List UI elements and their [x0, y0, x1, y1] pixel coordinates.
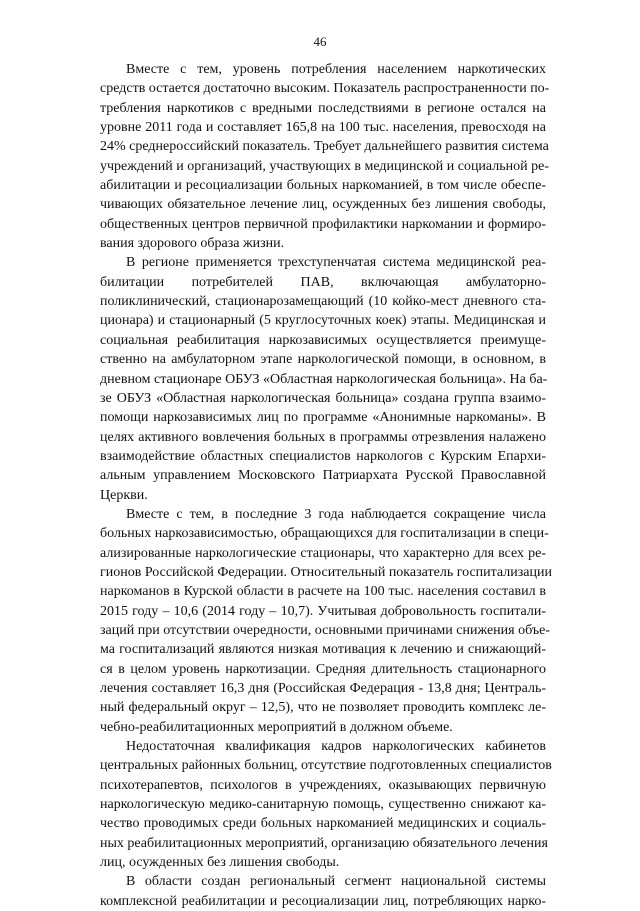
paragraph-3 — [100, 505, 552, 737]
text-line: ма госпитализаций являются низкая мотивация к лечению и снижающий- — [100, 642, 546, 658]
text-line: билитации потребителей ПАВ, включающая амбулаторно- — [100, 274, 546, 290]
text-line: комплексной реабилитации и ресоциализации лиц, потребляющих нарко- — [100, 893, 546, 909]
text-line: средств остается достаточно высоким. Показатель распространенности по- — [100, 81, 550, 97]
text-line: чество проводимых среди больных наркоманией медицинских и социаль- — [100, 816, 546, 832]
text-line: альным управлением Московского Патриархата Русской Православной — [100, 468, 546, 484]
text-line: 24% среднероссийский показатель. Требует дальнейшего развития система — [100, 139, 549, 155]
text-line: требления наркотиков с вредными последствиями в регионе остался на — [100, 100, 546, 116]
text-line: ных реабилитационных мероприятий, организацию обязательного лечения — [100, 835, 548, 851]
paragraph-5 — [100, 872, 546, 911]
text-line: помощи наркозависимых лиц по программе «Анонимные наркоманы». В — [100, 410, 546, 426]
text-line: абилитации и ресоциализации больных наркоманией, в том числе обеспе- — [100, 178, 546, 194]
text-line: зе ОБУЗ «Областная наркологическая больница» создана группа взаимо- — [100, 390, 546, 406]
text-line: центральных районных больниц, отсутствие подготовленных специалистов — [100, 758, 552, 774]
text-line: лечения составляет 16,3 дня (Российская Федерация - 13,8 дня; Централь- — [100, 681, 546, 696]
text-line: заций при отсутствии очередности, основными причинами снижения объе- — [100, 622, 550, 638]
text-line: чебно-реабилитационных мероприятий в должном объеме. — [100, 719, 453, 735]
text-line: дневном стационаре ОБУЗ «Областная наркологическая больница». На ба- — [100, 371, 548, 387]
text-line: наркоманов в Курской области в расчете на 100 тыс. населения составил в — [100, 584, 546, 600]
text-line: лиц, осужденных без лишения свободы. — [100, 855, 340, 871]
paragraph-4 — [100, 737, 552, 872]
text-line: Вместе с тем, в последние 3 года наблюдается сокращение числа — [126, 506, 546, 522]
text-line: 2015 году – 10,6 (2014 году – 10,7). Учитывая добровольность госпитали- — [100, 603, 546, 619]
text-line: чивающих обязательное лечение лиц, осужденных без лишения свободы, — [100, 197, 546, 213]
text-line: вания здорового образа жизни. — [100, 236, 285, 252]
text-line: Недостаточная квалификация кадров наркологических кабинетов — [126, 739, 546, 755]
text-line: Церкви. — [100, 487, 148, 503]
text-line: уровне 2011 года и составляет 165,8 на 100 тыс. населения, превосходя на — [100, 120, 546, 136]
text-line: ный федеральный округ – 12,5), что не позволяет проводить комплекс ле- — [100, 700, 546, 716]
page-number: 46 — [313, 34, 327, 49]
text-line: взаимодействие областных специалистов наркологов с Курским Епархи- — [100, 448, 546, 464]
text-line: психотерапевтов, психологов в учреждениях, оказывающих первичную — [100, 777, 546, 793]
document-body — [100, 60, 552, 911]
paragraph-2 — [100, 253, 546, 504]
text-line: наркологическую медико-санитарную помощь, существенно снижают ка- — [100, 797, 546, 813]
text-line: учреждений и организаций, участвующих в медицинской и социальной ре- — [100, 158, 549, 174]
text-line: ционара) и стационарный (5 круглосуточных коек) этапы. Медицинская и — [100, 313, 546, 329]
text-line: В регионе применяется трехступенчатая система медицинской реа- — [126, 255, 546, 271]
text-line: социальная реабилитация наркозависимых осуществляется преимуще- — [100, 332, 546, 348]
text-line: В области создан региональный сегмент национальной системы — [126, 874, 546, 890]
paragraph-1 — [100, 60, 550, 253]
text-line: Вместе с тем, уровень потребления населением наркотических — [126, 62, 546, 77]
text-line: ся в целом уровень наркотизации. Средняя длительность стационарного — [100, 661, 546, 677]
text-line: больных наркозависимостью, обращающихся для госпитализации в специ- — [100, 526, 549, 542]
text-line: целях активного вовлечения больных в программы отрезвления налажено — [100, 429, 546, 445]
text-line: поликлинический, стационарозамещающий (10 койко-мест дневного ста- — [100, 294, 546, 310]
text-line: ственно на амбулаторном этапе наркологической помощи, в основном, в — [100, 352, 546, 368]
text-line: общественных центров первичной профилактики наркомании и формиро- — [100, 216, 546, 232]
text-line: ализированные наркологические стационары, что характерно для всех ре- — [100, 545, 546, 561]
text-line: гионов Российской Федерации. Относительный показатель госпитализации — [100, 564, 552, 580]
